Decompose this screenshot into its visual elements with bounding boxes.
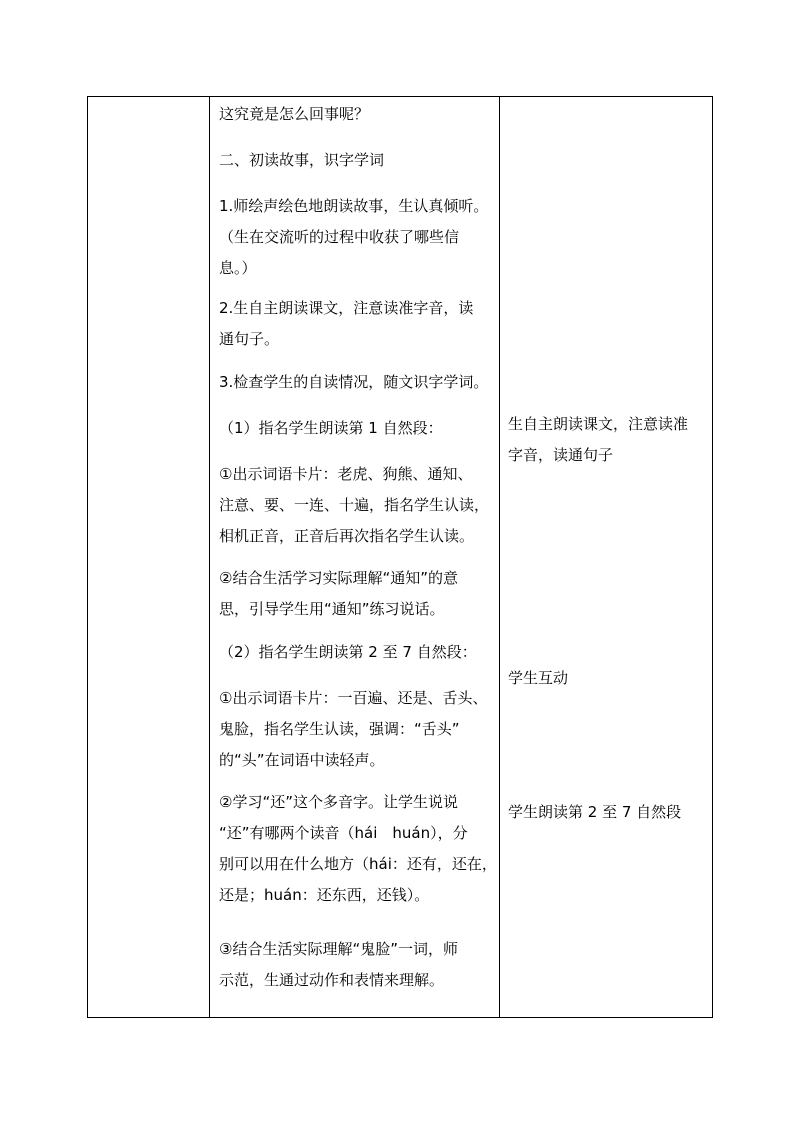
teacher-paragraph-line: 1.师绘声绘色地朗读故事，生认真倾听。 [219, 197, 489, 215]
student-note-line: 生自主朗读课文，注意读准 [508, 415, 689, 433]
teacher-paragraph-line: 这究竟是怎么回事呢？ [219, 105, 370, 123]
teacher-paragraph-line: 3.检查学生的自读情况，随文识字学词。 [219, 373, 489, 391]
teacher-paragraph-line: ①出示词语卡片：老虎、狗熊、通知、 [219, 465, 473, 483]
column-divider-right [499, 97, 500, 1017]
student-note-line: 学生互动 [508, 669, 569, 687]
teacher-paragraph [219, 367, 488, 398]
teacher-paragraph [219, 145, 384, 176]
teacher-paragraph-line: （2）指名学生朗读第 2 至 7 自然段： [219, 643, 477, 661]
student-note-line: 字音，读通句子 [508, 446, 614, 464]
teacher-paragraph-line: 2.生自主朗读课文，注意读准字音，读 [219, 299, 474, 317]
teacher-paragraph [219, 787, 497, 911]
teacher-paragraph [219, 191, 488, 284]
teacher-paragraph [219, 563, 458, 625]
student-note-line: 学生朗读第 2 至 7 自然段 [508, 803, 682, 821]
teacher-paragraph-line: ③结合生活实际理解“鬼脸”一词，师 [219, 940, 458, 958]
teacher-paragraph [219, 683, 487, 776]
student-note [508, 797, 681, 828]
teacher-paragraph [219, 934, 458, 996]
teacher-paragraph-line: 示范，生通过动作和表情来理解。 [219, 971, 445, 989]
teacher-paragraph [219, 413, 443, 444]
teacher-paragraph-line: （生在交流听的过程中收获了哪些信 [219, 228, 460, 246]
teacher-paragraph [219, 293, 473, 355]
teacher-paragraph [219, 99, 369, 130]
teacher-paragraph-line: 鬼脸，指名学生认读，强调：“舌头” [219, 720, 460, 738]
student-note [508, 409, 688, 471]
teacher-paragraph [219, 637, 477, 668]
teacher-paragraph-line: 注意、要、一连、十遍，指名学生认读， [219, 496, 490, 514]
teacher-paragraph-line: 通句子。 [219, 330, 280, 348]
teacher-paragraph-line: “还”有哪两个读音（hái huán），分 [219, 824, 468, 842]
student-note [508, 663, 568, 694]
teacher-paragraph-line: 二、初读故事，识字学词 [219, 151, 385, 169]
teacher-paragraph-line: ②学习“还”这个多音字。让学生说说 [219, 793, 458, 811]
teacher-paragraph-line: 思，引导学生用“通知”练习说话。 [219, 600, 445, 618]
teacher-paragraph-line: 相机正音，正音后再次指名学生认读。 [219, 527, 475, 545]
teacher-paragraph-line: （1）指名学生朗读第 1 自然段： [219, 419, 443, 437]
lesson-plan-table [87, 96, 713, 1018]
teacher-paragraph-line: ②结合生活学习实际理解“通知”的意 [219, 569, 458, 587]
column-divider-left [209, 97, 210, 1017]
teacher-paragraph-line: 别可以用在什么地方（hái：还有，还在， [219, 855, 497, 873]
teacher-paragraph [219, 459, 489, 552]
teacher-paragraph-line: 的“头”在词语中读轻声。 [219, 751, 385, 769]
teacher-paragraph-line: 息。） [219, 259, 257, 277]
teacher-paragraph-line: ①出示词语卡片：一百遍、还是、舌头、 [219, 689, 488, 707]
teacher-paragraph-line: 还是；huán：还东西，还钱）。 [219, 886, 430, 904]
